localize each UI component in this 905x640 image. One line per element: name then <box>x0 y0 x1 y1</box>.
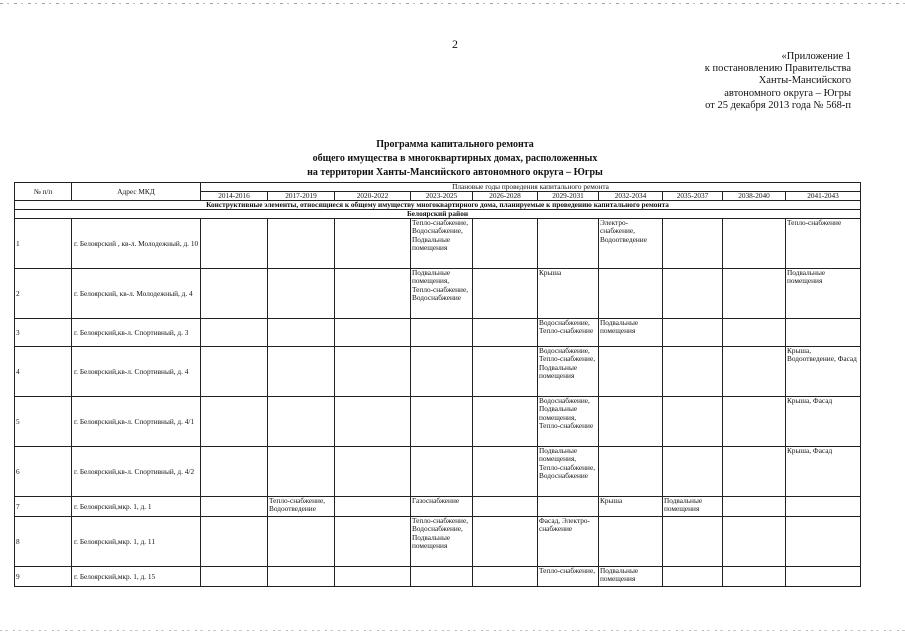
period-cell <box>335 347 411 397</box>
period-cell: Газоснабжение <box>411 497 473 517</box>
period-cell <box>663 517 723 567</box>
period-cell: Тепло-снабжение, <box>538 567 599 587</box>
period-cell <box>473 219 538 269</box>
period-cell <box>335 447 411 497</box>
annex-line: «Приложение 1 <box>781 51 851 62</box>
table-row <box>15 347 861 397</box>
period-cell <box>538 219 599 269</box>
page-number: 2 <box>452 37 458 51</box>
table-body <box>15 219 861 587</box>
period-cell <box>411 319 473 347</box>
row-number: 1 <box>15 219 72 269</box>
row-address: г. Белоярский,мкр. 1, д. 15 <box>72 567 201 587</box>
period-cell <box>411 567 473 587</box>
period-cell <box>663 567 723 587</box>
table-row <box>15 319 861 347</box>
period-cell <box>268 567 335 587</box>
period-cell <box>723 397 786 447</box>
scan-edge-bottom <box>0 630 905 631</box>
period-cell: Электро-снабжение, Водоотведение <box>599 219 663 269</box>
period-cell <box>723 567 786 587</box>
period-cell: Тепло-снабжение, Водоснабжение, Подвальные помещения <box>411 517 473 567</box>
period-cell <box>201 497 268 517</box>
period-cell <box>268 347 335 397</box>
period-cell <box>663 347 723 397</box>
period-cell <box>268 517 335 567</box>
period-cell <box>335 319 411 347</box>
header-address: Адрес МКД <box>72 183 201 201</box>
period-cell <box>268 447 335 497</box>
period-cell <box>473 567 538 587</box>
title-line: общего имущества в многоквартирных домах, расположенных <box>312 153 598 164</box>
period-cell: Фасад, Электро-снабжение <box>538 517 599 567</box>
period-cell <box>663 447 723 497</box>
document-title <box>220 138 690 180</box>
period-cell <box>723 347 786 397</box>
period-cell <box>201 567 268 587</box>
period-cell <box>599 269 663 319</box>
period-cell <box>599 517 663 567</box>
period-cell: Подвальные помещения, Тепло-снабжение, Водоснабжение <box>411 269 473 319</box>
period-cell <box>201 347 268 397</box>
row-address: г. Белоярский,мкр. 1, д. 11 <box>72 517 201 567</box>
annex-line: автономного округа – Югры <box>724 87 851 99</box>
row-number: 4 <box>15 347 72 397</box>
period-cell <box>411 447 473 497</box>
period-cell: Тепло-снабжение, Водоснабжение, Подвальные помещения <box>411 219 473 269</box>
repair-program-table <box>14 182 861 587</box>
row-address: г. Белоярский,кв-л. Спортивный, д. 4 <box>72 347 201 397</box>
period-cell <box>599 397 663 447</box>
district-header: Белоярский район <box>15 210 861 219</box>
period-cell: Водоснабжение, Тепло-снабжение <box>538 319 599 347</box>
title-line: Программа капитального ремонта <box>376 139 534 150</box>
year-header: 2035-2037 <box>663 192 723 201</box>
period-cell <box>786 567 861 587</box>
period-cell <box>335 397 411 447</box>
period-cell: Водоснабжение, Подвальные помещения, Тепло-снабжение <box>538 397 599 447</box>
period-cell <box>201 319 268 347</box>
period-cell <box>473 347 538 397</box>
table-row <box>15 219 861 269</box>
table-row <box>15 517 861 567</box>
period-cell <box>663 269 723 319</box>
period-cell: Крыша <box>599 497 663 517</box>
row-number: 5 <box>15 397 72 447</box>
period-cell <box>723 517 786 567</box>
table-row <box>15 447 861 497</box>
period-cell <box>411 347 473 397</box>
year-header: 2014-2016 <box>201 192 268 201</box>
period-cell <box>786 319 861 347</box>
period-cell <box>335 219 411 269</box>
period-cell <box>473 517 538 567</box>
period-cell: Крыша <box>538 269 599 319</box>
row-address: г. Белоярский,кв-л. Спортивный, д. 4/1 <box>72 397 201 447</box>
table-row <box>15 567 861 587</box>
period-cell <box>663 397 723 447</box>
row-number: 6 <box>15 447 72 497</box>
period-cell <box>201 447 268 497</box>
period-cell <box>473 497 538 517</box>
scan-edge-top <box>0 3 905 4</box>
period-cell <box>335 497 411 517</box>
year-header: 2032-2034 <box>599 192 663 201</box>
annex-line: к постановлению Правительства <box>704 63 851 75</box>
period-cell <box>786 497 861 517</box>
period-cell <box>268 319 335 347</box>
period-cell: Крыша, Водоотведение, Фасад <box>786 347 861 397</box>
period-cell: Подвальные помещения <box>599 567 663 587</box>
period-cell <box>473 447 538 497</box>
period-cell <box>723 447 786 497</box>
title-line: на территории Ханты-Мансийского автономного округа – Югры <box>307 167 603 178</box>
period-cell: Тепло-снабжение <box>786 219 861 269</box>
period-cell <box>268 397 335 447</box>
period-cell <box>663 319 723 347</box>
row-address: г. Белоярский,кв-л. Спортивный, д. 4/2 <box>72 447 201 497</box>
row-number: 3 <box>15 319 72 347</box>
period-cell <box>201 517 268 567</box>
period-cell <box>723 219 786 269</box>
period-cell <box>335 517 411 567</box>
row-number: 7 <box>15 497 72 517</box>
period-cell <box>335 269 411 319</box>
period-cell <box>201 397 268 447</box>
period-cell: Подвальные помещения <box>786 269 861 319</box>
row-number: 2 <box>15 269 72 319</box>
period-cell <box>473 397 538 447</box>
row-address: г. Белоярский , кв-л. Молодежный, д. 10 <box>72 219 201 269</box>
year-header: 2029-2031 <box>538 192 599 201</box>
period-cell: Подвальные помещения <box>599 319 663 347</box>
annex-line: Ханты-Мансийского <box>758 75 851 87</box>
period-cell <box>473 319 538 347</box>
year-header: 2041-2043 <box>786 192 861 201</box>
header-number: № п/п <box>15 183 72 201</box>
period-cell <box>599 347 663 397</box>
period-cell <box>723 319 786 347</box>
period-cell: Тепло-снабжение, Водоотведение <box>268 497 335 517</box>
period-cell <box>723 497 786 517</box>
row-number: 8 <box>15 517 72 567</box>
period-cell: Крыша, Фасад <box>786 447 861 497</box>
period-cell <box>538 497 599 517</box>
period-cell <box>201 269 268 319</box>
period-cell <box>268 219 335 269</box>
year-header: 2017-2019 <box>268 192 335 201</box>
annex-line: от 25 декабря 2013 года № 568-п <box>705 99 851 111</box>
year-header: 2026-2028 <box>473 192 538 201</box>
row-number: 9 <box>15 567 72 587</box>
period-cell: Подвальные помещения, Тепло-снабжение, Водоснабжение <box>538 447 599 497</box>
period-cell <box>599 447 663 497</box>
row-address: г. Белоярский,кв-л. Спортивный, д. 3 <box>72 319 201 347</box>
header-planned-years: Плановые годы проведения капитального ремонта <box>201 183 861 192</box>
table-row <box>15 497 861 517</box>
year-header: 2020-2022 <box>335 192 411 201</box>
period-cell <box>723 269 786 319</box>
year-header: 2023-2025 <box>411 192 473 201</box>
period-cell: Крыша, Фасад <box>786 397 861 447</box>
period-cell: Подвальные помещения <box>663 497 723 517</box>
period-cell <box>335 567 411 587</box>
period-cell <box>411 397 473 447</box>
table-row <box>15 397 861 447</box>
year-header: 2038-2040 <box>723 192 786 201</box>
row-address: г. Белоярский,мкр. 1, д. 1 <box>72 497 201 517</box>
table-row <box>15 269 861 319</box>
period-cell <box>663 219 723 269</box>
period-cell <box>473 269 538 319</box>
period-cell: Водоснабжение, Тепло-снабжение, Подвальные помещения <box>538 347 599 397</box>
period-cell <box>786 517 861 567</box>
period-cell <box>201 219 268 269</box>
period-cell <box>268 269 335 319</box>
section-header: Конструктивные элементы, относящиеся к общему имуществу многоквартирного дома, планируемые к проведению капитального ремонта <box>15 201 861 210</box>
annex-block <box>631 51 851 112</box>
row-address: г. Белоярский, кв-л. Молодежный, д. 4 <box>72 269 201 319</box>
